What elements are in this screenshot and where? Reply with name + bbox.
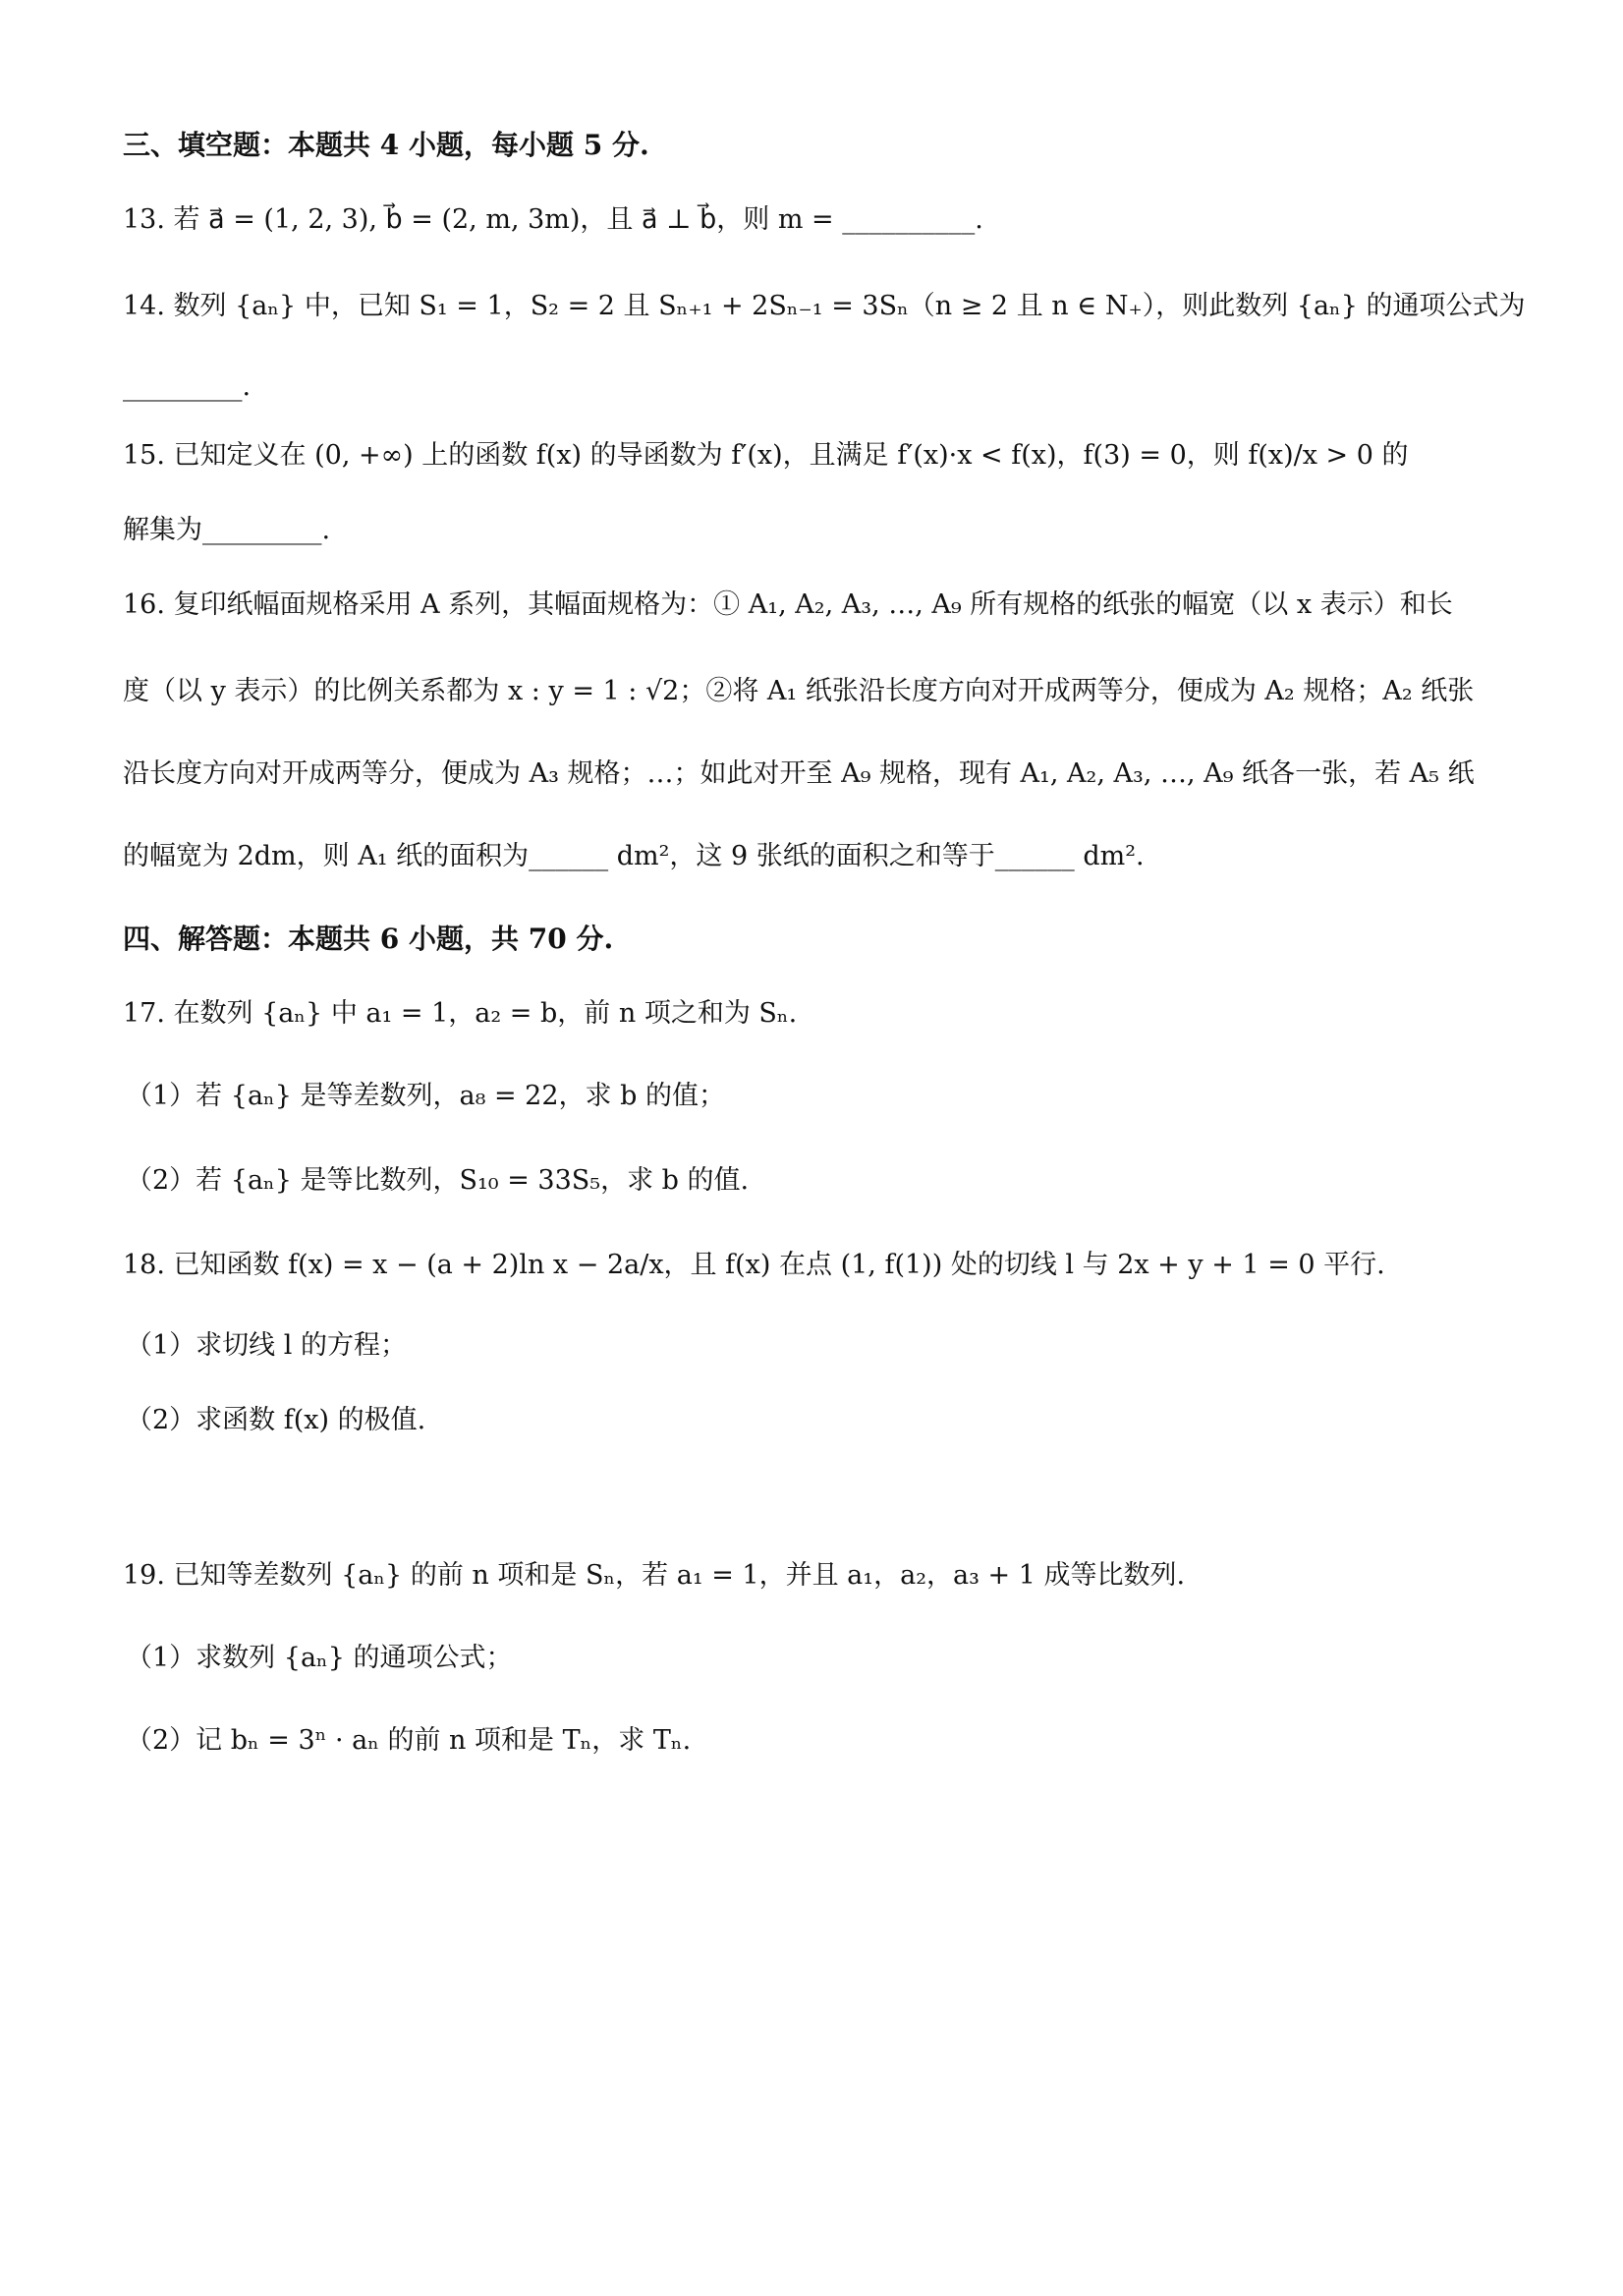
question-19-part-1: （1）求数列 {aₙ} 的通项公式； — [126, 1643, 513, 1673]
section-4-heading: 四、解答题：本题共 6 小题，共 70 分. — [123, 923, 614, 955]
question-16-line-3: 沿长度方向对开成两等分，便成为 A₃ 规格；…；如此对开至 A₉ 规格，现有 A₁, A₂, A₃, …, A₉ 纸各一张，若 A₅ 纸 — [123, 758, 1475, 789]
question-18: 18. 已知函数 f(x) = x − (a + 2)ln x − 2a/x，且 f(x) 在点 (1, f(1)) 处的切线 l 与 2x + y + 1 = 0 平行. — [123, 1250, 1385, 1280]
question-18-part-2: （2）求函数 f(x) 的极值. — [126, 1405, 426, 1435]
question-17-part-1: （1）若 {aₙ} 是等差数列，a₈ = 22，求 b 的值； — [126, 1081, 725, 1111]
question-19: 19. 已知等差数列 {aₙ} 的前 n 项和是 Sₙ，若 a₁ = 1，并且 a₁，a₂，a₃ + 1 成等比数列. — [123, 1560, 1186, 1591]
question-15-line-2: 解集为_________. — [123, 515, 331, 545]
question-17-part-2: （2）若 {aₙ} 是等比数列，S₁₀ = 33S₅，求 b 的值. — [126, 1165, 750, 1196]
section-3-heading: 三、填空题：本题共 4 小题，每小题 5 分. — [123, 129, 649, 161]
question-14-line-1: 14. 数列 {aₙ} 中，已知 S₁ = 1，S₂ = 2 且 Sₙ₊₁ + 2Sₙ₋₁ = 3Sₙ（n ≥ 2 且 n ∈ N₊），则此数列 {aₙ} 的通项公式为 — [123, 291, 1526, 321]
question-19-part-2: （2）记 bₙ = 3ⁿ · aₙ 的前 n 项和是 Tₙ，求 Tₙ. — [126, 1725, 692, 1756]
question-17: 17. 在数列 {aₙ} 中 a₁ = 1，a₂ = b，前 n 项之和为 Sₙ. — [123, 998, 798, 1029]
question-16-line-4: 的幅宽为 2dm，则 A₁ 纸的面积为______ dm²，这 9 张纸的面积之和等于______ dm². — [123, 841, 1145, 871]
question-16-line-1: 16. 复印纸幅面规格采用 A 系列，其幅面规格为：① A₁, A₂, A₃, …, A₉ 所有规格的纸张的幅宽（以 x 表示）和长 — [123, 589, 1453, 620]
question-13: 13. 若 a⃗ = (1, 2, 3), b⃗ = (2, m, 3m)，且 a⃗ ⊥ b⃗，则 m = __________. — [123, 204, 983, 235]
question-14-line-2: _________. — [123, 371, 252, 402]
question-18-part-1: （1）求切线 l 的方程； — [126, 1330, 407, 1361]
question-15-line-1: 15. 已知定义在 (0, +∞) 上的函数 f(x) 的导函数为 f′(x)，且满足 f′(x)·x < f(x)，f(3) = 0，则 f(x)/x > 0 的 — [123, 440, 1409, 471]
question-16-line-2: 度（以 y 表示）的比例关系都为 x : y = 1 : √2；②将 A₁ 纸张沿长度方向对开成两等分，便成为 A₂ 规格；A₂ 纸张 — [123, 676, 1475, 706]
